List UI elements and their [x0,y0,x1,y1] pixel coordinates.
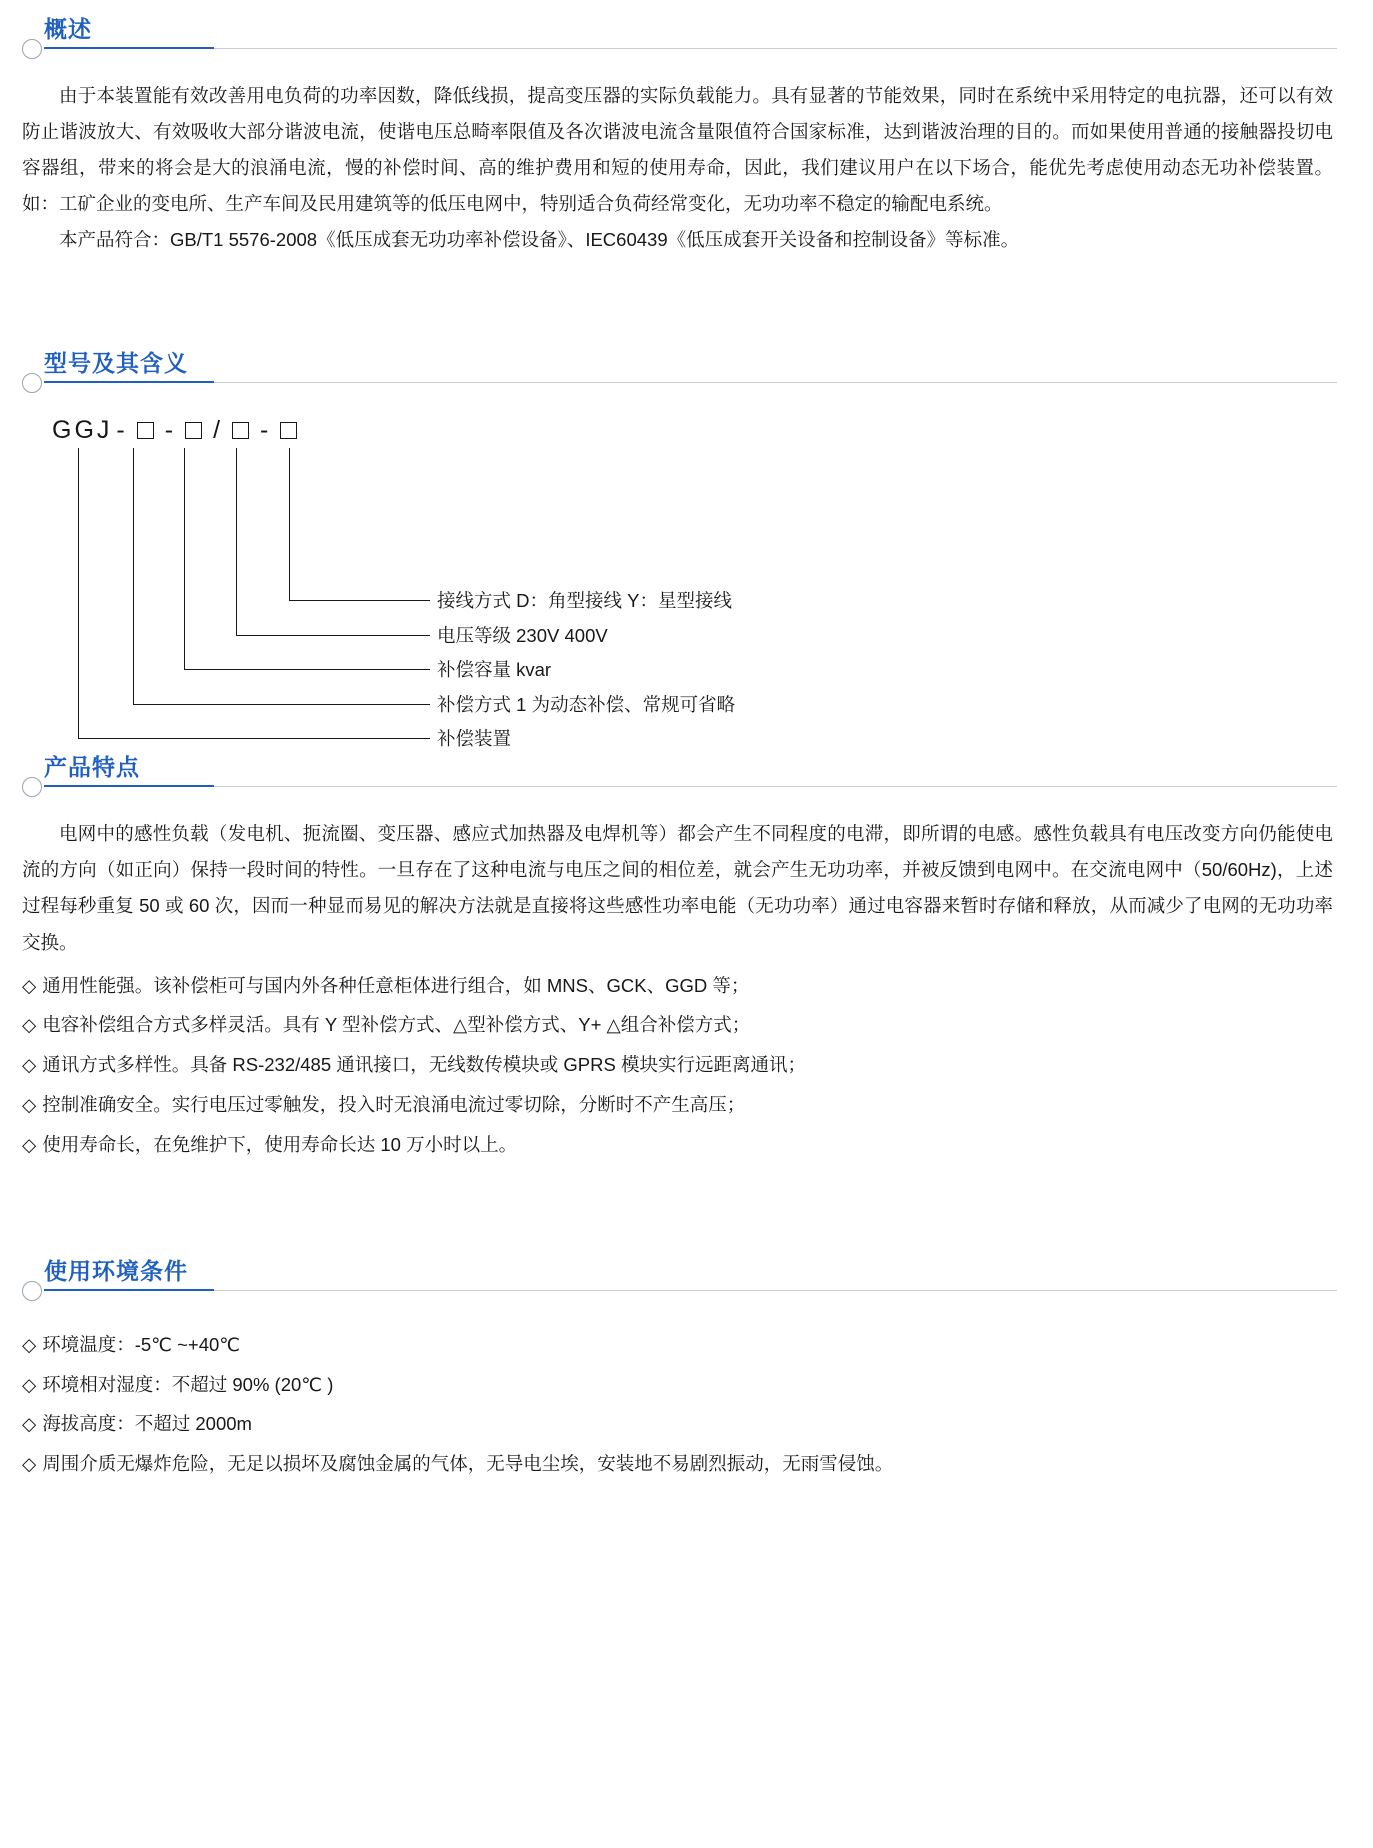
section-header [22,1242,1337,1290]
diamond-bullet-icon: ◇ [22,1334,37,1356]
leader-label-5: 补偿装置 [437,728,512,750]
dash-3: - [260,416,270,445]
slash: / [213,416,222,445]
list-item-label: 通讯方式多样性。具备 RS-232/485 通讯接口，无线数传模块或 GPRS 模块实行远距离通讯； [42,1054,806,1076]
list-item-label: 电容补偿组合方式多样灵活。具有 Y 型补偿方式、△型补偿方式、Y+ △组合补偿方式； [42,1014,751,1036]
divider [44,786,1337,787]
paragraph: 本产品符合：GB/T1 5576-2008《低压成套无功功率补偿设备》、IEC60439《低压成套开关设备和控制设备》等标准。 [59,229,1020,251]
list-item [22,1445,1333,1485]
section-model-code [0,334,1373,750]
leader-label-3: 补偿容量 kvar [437,659,552,681]
list-item-label: 海拔高度：不超过 2000m [42,1413,252,1435]
divider [44,1290,1337,1291]
section-environment [0,1242,1373,1485]
section-features [0,738,1373,1165]
list-item-label: 环境温度：-5℃ ~+40℃ [42,1333,241,1355]
section-title: 产品特点 [44,754,140,781]
diamond-bullet-icon: ◇ [22,1055,37,1077]
list-item-label: 控制准确安全。实行电压过零触发，投入时无浪涌电流过零切除，分断时不产生高压； [42,1094,746,1116]
leader-label-2: 电压等级 230V 400V [437,625,608,647]
accent-underline [44,1289,214,1291]
divider [44,382,1337,383]
section-overview [0,0,1373,258]
model-code-diagram [0,408,1373,750]
diamond-bullet-icon: ◇ [22,1095,37,1117]
list-item [22,1046,1333,1086]
list-item [22,1086,1333,1126]
section-header [22,334,1337,382]
list-item [22,1006,1333,1046]
leader-label-4: 补偿方式 1 为动态补偿、常规可省略 [437,694,736,716]
dash-2: - [164,416,175,445]
list-item [22,1326,1333,1366]
diamond-bullet-icon: ◇ [22,975,37,997]
list-item [22,967,1333,1007]
list-item [22,1366,1333,1406]
model-prefix: GGJ [52,416,113,445]
diamond-bullet-icon: ◇ [22,1414,37,1436]
code-box-4 [280,422,297,439]
paragraph: 由于本装置能有效改善用电负荷的功率因数，降低线损，提高变压器的实际负载能力。具有显著的节能效果，同时在系统中采用特定的电抗器，还可以有效防止谐波放大、有效吸收大部分谐波电流，使谐电压总畸率限值及各次谐波电流含量限值符合国家标准，达到谐波治理的目的。而如果使用普通的接触器投切电容器组，带来的将会是大的浪涌电流，慢的补偿时间、高的维护费用和短的使用寿命，因此，我们建议用户在以下场合，能优先考虑使用动态无功补偿装置。如：工矿企业的变电所、生产车间及民用建筑等的低压电网中，特别适合负荷经常变化，无功功率不稳定的输配电系统。 [22,85,1333,215]
ring-decoration-icon [22,373,42,393]
section-title: 概述 [44,16,92,42]
section-title: 使用环境条件 [44,1257,188,1284]
list-item-label: 环境相对湿度：不超过 90% (20℃ ) [42,1373,334,1395]
model-code-string [52,416,304,445]
accent-underline [44,785,214,787]
diamond-bullet-icon: ◇ [22,1134,37,1156]
code-box-1 [137,422,154,439]
code-box-3 [232,422,249,439]
leader-label-1: 接线方式 D：角型接线 Y：星型接线 [437,590,732,612]
section-title: 型号及其含义 [44,350,188,377]
ring-decoration-icon [22,39,42,59]
divider [44,48,1337,49]
list-item [22,1126,1333,1166]
code-box-2 [185,422,202,439]
list-item [22,1405,1333,1445]
list-item-label: 通用性能强。该补偿柜可与国内外各种任意柜体进行组合，如 MNS、GCK、GGD 等； [42,974,750,996]
diamond-bullet-icon: ◇ [22,1015,37,1037]
feature-list [22,967,1333,1166]
paragraph: 电网中的感性负载（发电机、扼流圈、变压器、感应式加热器及电焊机等）都会产生不同程度的电滞，即所谓的电感。感性负载具有电压改变方向仍能使电流的方向（如正向）保持一段时间的特性。一旦存在了这种电流与电压之间的相位差，就会产生无功功率，并被反馈到电网中。在交流电网中（50/60Hz)，上述过程每秒重复 50 或 60 次，因而一种显而易见的解决方法就是直接将这些感性功率电能（无功功率）通过电容器来暂时存储和释放，从而减少了电网的无功功率交换。 [22,823,1333,953]
diamond-bullet-icon: ◇ [22,1454,37,1476]
list-item-label: 使用寿命长，在免维护下，使用寿命长达 10 万小时以上。 [42,1133,518,1155]
accent-underline [44,381,214,383]
list-item-label: 周围介质无爆炸危险，无足以损坏及腐蚀金属的气体，无导电尘埃，安装地不易剧烈振动，无雨雪侵蚀。 [42,1453,894,1475]
leader-line-5 [78,448,430,739]
dash-1: - [116,416,126,445]
environment-list [22,1326,1333,1485]
accent-underline [44,47,214,49]
section-header [22,0,1337,48]
ring-decoration-icon [22,1281,42,1301]
diamond-bullet-icon: ◇ [22,1374,37,1396]
section-header [22,738,1337,786]
